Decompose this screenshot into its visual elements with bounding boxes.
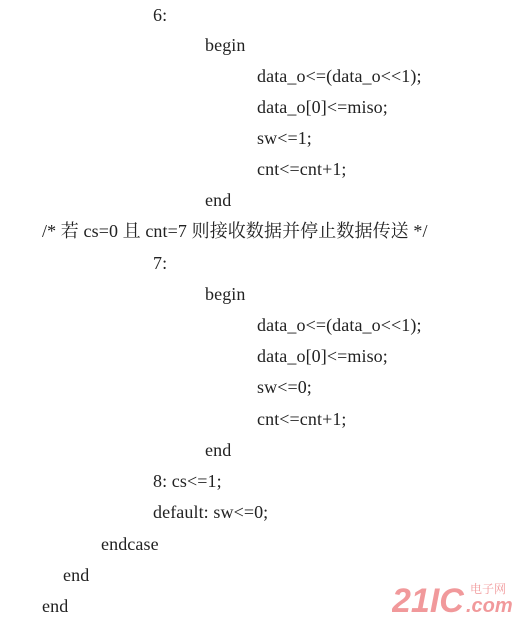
endcase-keyword: endcase [101,534,159,554]
code-line: cnt<=cnt+1; [257,409,347,429]
code-line: sw<=0; [257,377,312,397]
watermark-number: 21IC [392,582,464,617]
begin-keyword: begin [205,35,246,55]
end-keyword: end [42,596,69,616]
case-label-7: 7: [153,253,168,273]
end-keyword: end [205,190,232,210]
code-line: data_o[0]<=miso; [257,346,388,366]
21ic-watermark-logo [392,577,524,617]
code-line: data_o<=(data_o<<1); [257,315,422,335]
end-keyword: end [63,565,90,585]
watermark-cn: 电子网 [470,582,507,596]
code-line: sw<=1; [257,128,312,148]
code-line: cnt<=cnt+1; [257,159,347,179]
code-comment: /* 若 cs=0 且 cnt=7 则接收数据并停止数据传送 */ [42,221,428,241]
begin-keyword: begin [205,284,246,304]
code-line: data_o<=(data_o<<1); [257,66,422,86]
case-label-8: 8: cs<=1; [153,471,222,491]
end-keyword: end [205,440,232,460]
case-label-6: 6: [153,5,168,25]
watermark-domain: .com [466,595,513,617]
code-line: data_o[0]<=miso; [257,97,388,117]
default-case: default: sw<=0; [153,502,269,522]
